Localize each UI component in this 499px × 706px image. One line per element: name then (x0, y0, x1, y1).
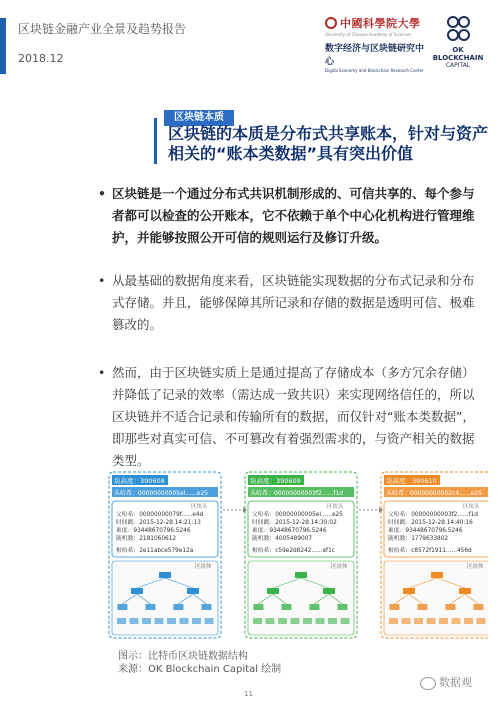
block-header-label: 区块头 (327, 504, 344, 510)
block-height-label: 块高度：390609 (250, 477, 301, 485)
transaction-node (142, 618, 151, 624)
transaction-node (341, 618, 350, 624)
merkle-node (389, 604, 399, 610)
ok-blockchain-capital-logo (428, 14, 488, 70)
block-height-label: 块高度：390608 (114, 477, 165, 485)
transaction-node (278, 618, 287, 624)
block-head-hash: 头哈希：00000000005el......e25 (114, 490, 209, 497)
merkle-node (459, 588, 471, 594)
block-header-field: 随机数：2181060612 (116, 536, 177, 542)
block-header-field: 时间戳：2015-12-28 14:21:13 (116, 520, 201, 526)
merkle-node (309, 604, 319, 610)
header-accent-bar (0, 18, 6, 74)
merkle-node (145, 604, 155, 610)
transaction-node (155, 618, 164, 624)
transaction-node (205, 618, 214, 624)
block-header-field: 时间戳：2015-12-28 14:40:16 (388, 520, 473, 526)
block-header-field: 随机数：1779633802 (388, 536, 449, 542)
transaction-node (180, 618, 189, 624)
ucas-brush-title: 中國科學院大學 (340, 17, 421, 30)
research-center-english: Digital Economy and Blockchain Research Center (325, 68, 424, 73)
merkle-node (159, 572, 171, 578)
block-head-hash: 头哈希：00000000003f2......f1d (250, 490, 344, 497)
transaction-node (439, 618, 448, 624)
block-body-label: 区块体 (467, 564, 484, 570)
block-header-field: 父哈希：00000000079f......e4d (116, 512, 204, 518)
transaction-node (402, 618, 411, 624)
watermark (420, 674, 472, 690)
merkle-node (473, 604, 483, 610)
merkle-node (267, 588, 279, 594)
watermark-text: 数据观 (439, 676, 472, 689)
bitcoin-blockchain-diagram (103, 470, 488, 640)
merkle-node (173, 604, 183, 610)
merkle-node (403, 588, 415, 594)
ok-blockchain-circles-icon (443, 14, 473, 44)
block-header-field: 时间戳：2015-12-28 14:30:02 (252, 520, 337, 526)
bullet-3: • 然而，由于区块链实质上是通过提高了存储成本（多方冗余存储）并降低了记录的效率（需达成一致共识）来实现网络信任的，所以区块链并不适合记录和传输所有的数据，而仅针对“账本类数据”，即那些对真实可信、不可篡改有着强烈需求的，与资产相关的数据类型。 (112, 362, 482, 472)
block-header-label: 区块头 (191, 504, 208, 510)
section-headline: 区块链的本质是分布式共享账本，针对与资产相关的“账本类数据”具有突出价值 (168, 124, 489, 163)
block-header-label: 区块头 (463, 504, 480, 510)
merkle-node (337, 604, 347, 610)
merkle-node (323, 588, 335, 594)
block-header-field: 随机数：4005489007 (252, 536, 313, 542)
transaction-node (328, 618, 337, 624)
block-body-label: 区块体 (195, 564, 212, 570)
merkle-node (117, 604, 127, 610)
transaction-node (389, 618, 398, 624)
research-center-name: 数字经济与区块链研究中心 (325, 44, 425, 67)
transaction-node (167, 618, 176, 624)
merkle-node (431, 572, 443, 578)
merkle-node (201, 604, 211, 610)
transaction-node (452, 618, 461, 624)
figure-caption (118, 650, 281, 676)
ucas-seal-icon (325, 17, 337, 29)
block-header-field: 难度：93448670796.5246 (252, 528, 327, 534)
block-header-field: 难度：93448670796.5246 (116, 528, 191, 534)
block-merkle-root: 根哈希：c8572f1911......456d (388, 548, 472, 554)
report-title: 区块链金融产业全景及趋势报告 (18, 22, 187, 36)
merkle-node (131, 588, 143, 594)
transaction-node (266, 618, 275, 624)
block-height-label: 块高度：390610 (386, 477, 437, 485)
wechat-icon (420, 677, 436, 690)
block-head-hash: 头哈希：00000000002c4......e25 (386, 490, 482, 497)
block-header-field: 父哈希：00000000003f2......f1d (388, 512, 478, 518)
ucas-english-name: University of Chinese Academy of Sciences (325, 32, 412, 37)
report-date: 2018.12 (18, 52, 64, 65)
block-header-field: 难度：93448670796.5246 (388, 528, 463, 534)
merkle-node (281, 604, 291, 610)
transaction-node (316, 618, 325, 624)
transaction-node (192, 618, 201, 624)
transaction-node (253, 618, 262, 624)
merkle-node (417, 604, 427, 610)
caption-source: 来源：OK Blockchain Capital 绘制 (118, 664, 282, 675)
transaction-node (291, 618, 300, 624)
caption-title: 图示：比特币区块链数据结构 (118, 651, 248, 662)
transaction-node (414, 618, 423, 624)
block-body-label: 区块体 (331, 564, 348, 570)
bullet-2: • 从最基础的数据角度来看，区块链能实现数据的分布式记录和分布式存储。并且，能够保障其所记录和存储的数据是透明可信、极难篡改的。 (112, 270, 482, 336)
transaction-node (117, 618, 126, 624)
section-tag: 区块链本质 (164, 110, 234, 126)
ok-capital-name: CAPITAL (445, 62, 471, 69)
block-merkle-root: 根哈希：c59e2d8242......ef1c (252, 548, 335, 554)
block-header-field: 父哈希：00000000005el......e25 (252, 512, 343, 518)
block-merkle-root: 根哈希：2e11abce579e12a (116, 548, 194, 554)
page-number: 11 (244, 690, 253, 698)
ok-blockchain-name: OK BLOCKCHAIN (432, 46, 484, 62)
transaction-node (130, 618, 139, 624)
ucas-research-center-logo (325, 12, 425, 73)
transaction-node (464, 618, 473, 624)
merkle-node (187, 588, 199, 594)
merkle-node (445, 604, 455, 610)
transaction-node (477, 618, 486, 624)
bullet-1: • 区块链是一个通过分布式共识机制形成的、可信共享的、每个参与者都可以检查的公开账本，它不依赖于单个中心化机构进行管理维护，并能够按照公开可信的规则运行及修订升级。 (112, 183, 482, 249)
transaction-node (303, 618, 312, 624)
transaction-node (427, 618, 436, 624)
merkle-node (295, 572, 307, 578)
merkle-node (253, 604, 263, 610)
